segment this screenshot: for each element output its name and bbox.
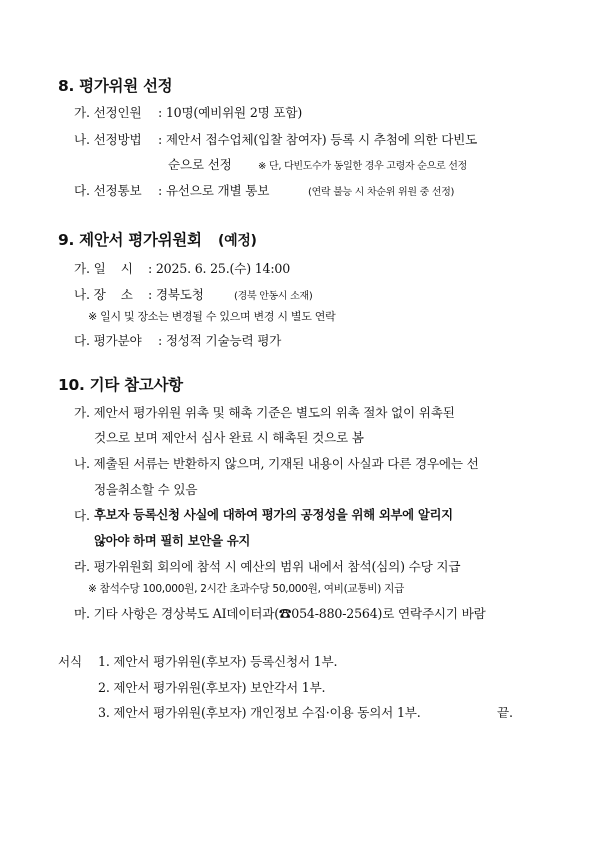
s9-item-a-label: 가. 일 시: [74, 261, 133, 276]
s9-item-c-label: 다. 평가분야: [74, 333, 142, 348]
s10-item-e-line1: 마. 기타 사항은 경상북도 AI데이터과(☎054-880-2564)로 연락주시기 바람: [74, 606, 486, 621]
s8-item-a-label: 가. 선정인원: [74, 105, 142, 120]
s10-item-c-label: 다.: [74, 508, 90, 523]
s9-item-a-value: : 2025. 6. 25.(수) 14:00: [148, 261, 291, 276]
s10-item-c-line1: 후보자 등록신청 사실에 대하여 평가의 공정성을 위해 외부에 알리지: [94, 507, 453, 522]
s10-item-b-line2: 정을취소할 수 있음: [94, 482, 198, 497]
s10-item-d-line1: 라. 평가위원회 회의에 참석 시 예산의 범위 내에서 참석(심의) 수당 지급: [74, 559, 461, 574]
s9-item-b-label: 나. 장 소: [74, 287, 133, 302]
s9-schedule-note: ※ 일시 및 장소는 변경될 수 있으며 변경 시 별도 연락: [88, 310, 336, 323]
s8-item-b-label: 나. 선정방법: [74, 132, 142, 147]
s9-item-b-note: (경북 안동시 소재): [234, 291, 313, 302]
s10-item-c-line2: 않아야 하며 필히 보안을 유지: [94, 533, 251, 548]
s8-item-b-note: ※ 단, 다빈도수가 동일한 경우 고령자 순으로 선정: [258, 161, 467, 172]
s10-item-a-line1: 가. 제안서 평가위원 위촉 및 해촉 기준은 별도의 위촉 절차 없이 위촉된: [74, 405, 455, 420]
s10-item-b-line1: 나. 제출된 서류는 반환하지 않으며, 기재된 내용이 사실과 다른 경우에는 선: [74, 456, 479, 471]
forms-item-1: 1. 제안서 평가위원(후보자) 등록신청서 1부.: [98, 654, 338, 669]
s8-item-c-label: 다. 선정통보: [74, 183, 142, 198]
s9-item-c-value: : 정성적 기술능력 평가: [158, 333, 282, 348]
forms-item-2: 2. 제안서 평가위원(후보자) 보안각서 1부.: [98, 680, 326, 695]
section-10-heading: 10. 기타 참고사항: [58, 376, 183, 394]
section-9-heading-suffix: (예정): [218, 233, 257, 249]
s8-item-c-note: (연락 불능 시 차순위 위원 중 선정): [308, 187, 455, 198]
section-8-heading: 8. 평가위원 선정: [58, 77, 173, 95]
section-9-heading: 9. 제안서 평가위원회: [58, 231, 202, 249]
s8-item-b-value-cont: 순으로 선정: [168, 157, 232, 172]
s10-item-d-note: ※ 참석수당 100,000원, 2시간 초과수당 50,000원, 여비(교통비) 지급: [88, 583, 405, 595]
s8-item-a-value: : 10명(예비위원 2명 포함): [158, 105, 303, 120]
s8-item-c-value: : 유선으로 개별 통보: [158, 183, 270, 198]
forms-label: 서식: [58, 654, 82, 669]
forms-item-3: 3. 제안서 평가위원(후보자) 개인정보 수집·이용 동의서 1부.: [98, 705, 421, 720]
s8-item-b-value: : 제안서 접수업체(입찰 참여자) 등록 시 추첨에 의한 다빈도: [158, 132, 478, 147]
forms-end-mark: 끝.: [497, 705, 513, 720]
s9-item-b-value: : 경북도청: [148, 287, 204, 302]
s10-item-a-line2: 것으로 보며 제안서 심사 완료 시 해촉된 것으로 봄: [94, 430, 364, 445]
